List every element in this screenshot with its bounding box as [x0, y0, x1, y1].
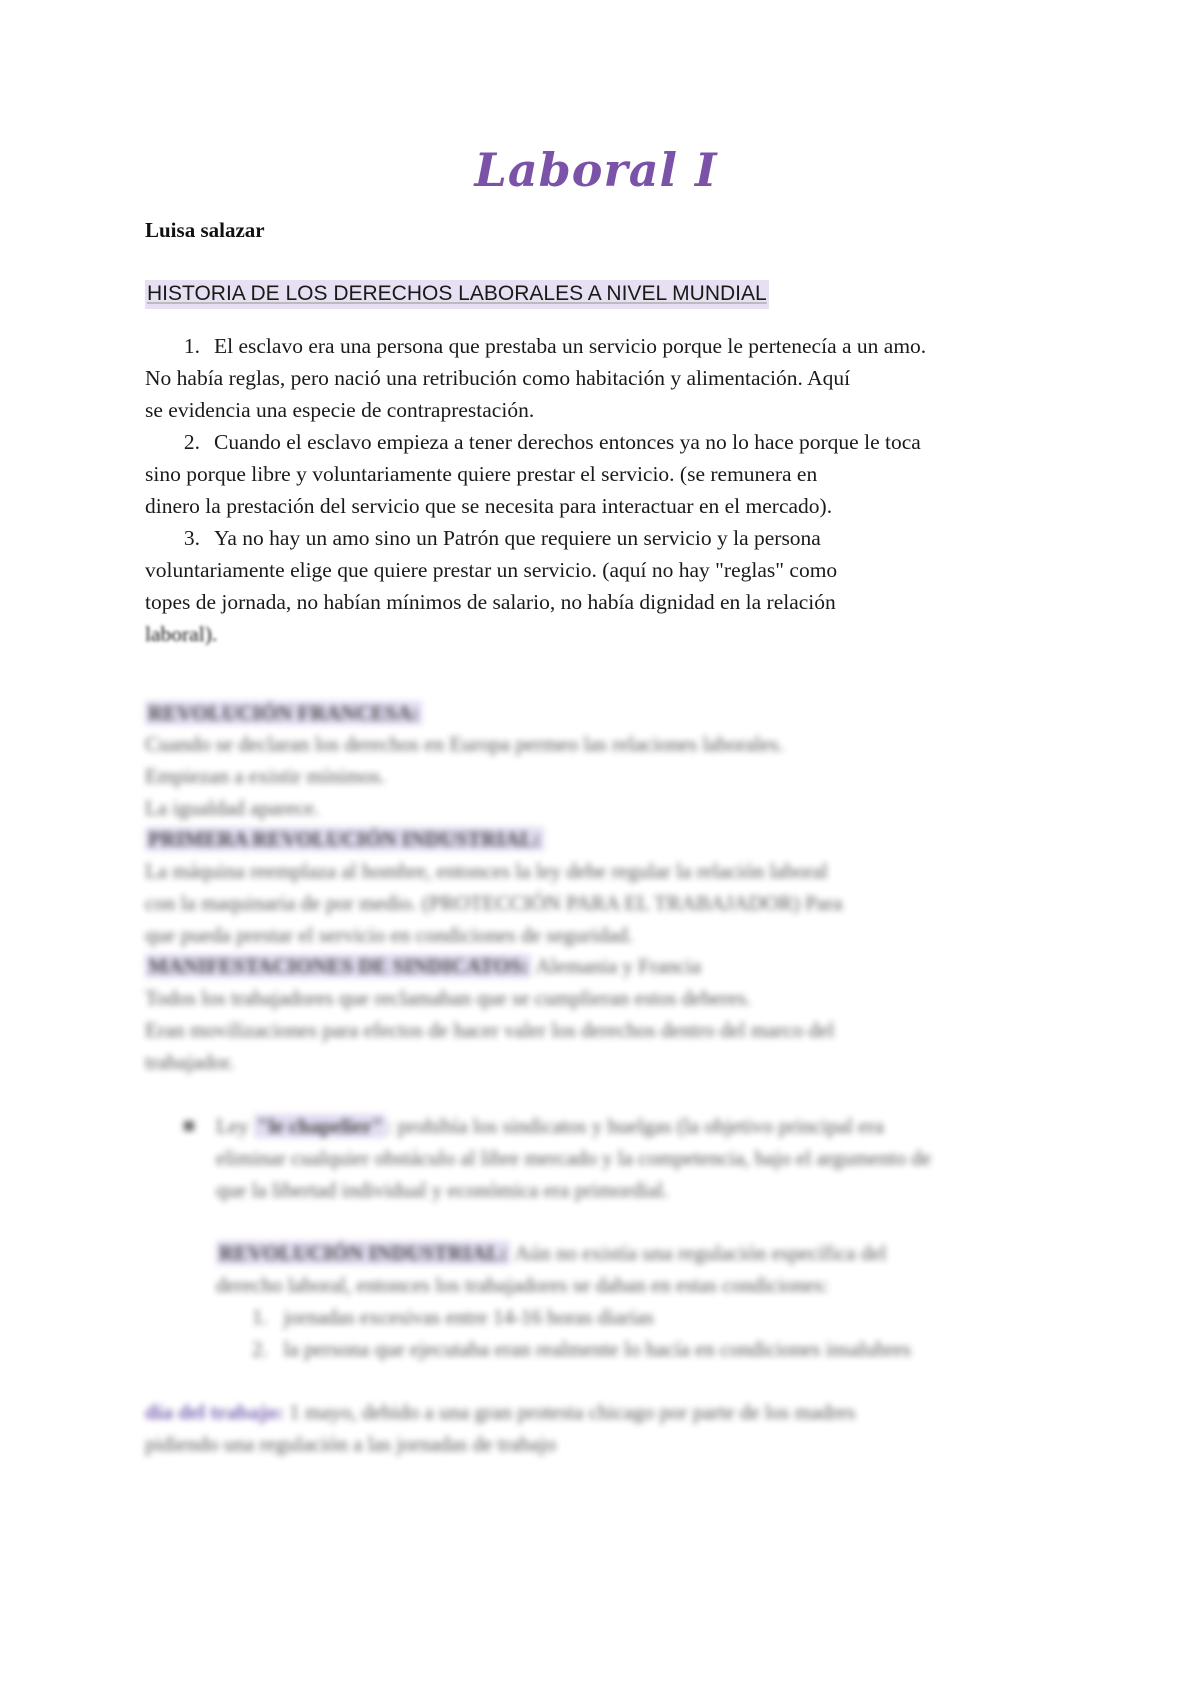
list-item-text: laboral). [145, 622, 218, 646]
paragraph-text: : prohibía los sindicatos y huelgas (la objetivo principal era [386, 1114, 884, 1138]
list-item-text: se evidencia una especie de contraprestación. [145, 398, 535, 422]
list-item-text: la persona que ejecutaba eran realmente lo hacía en condiciones insalubres [283, 1337, 911, 1361]
dia-del-trabajo-label: día del trabajo: [145, 1400, 284, 1424]
paragraph-line: con la maquinaria de por medio. (PROTECCIÓN PARA EL TRABAJADOR) Para [145, 891, 843, 915]
bullet-square-icon [184, 1121, 194, 1131]
paragraph-line: La igualdad aparece. [145, 796, 320, 820]
paragraph-line: Empiezan a existir mínimos. [145, 764, 386, 788]
paragraph-text: Alemania y Francia [535, 954, 702, 978]
heading-manifestaciones: MANIFESTACIONES DE SINDICATOS: [145, 954, 531, 978]
list-item-text: Cuando el esclavo empieza a tener derechos entonces ya no lo hace porque le toca [214, 430, 921, 454]
paragraph-line: que pueda prestar el servicio en condiciones de seguridad. [145, 923, 634, 947]
author-name: Luisa salazar [145, 218, 265, 242]
list-item-number: 1. [183, 334, 200, 358]
paragraph-line: trabajador. [145, 1050, 235, 1074]
law-name: "le chapelier" [254, 1114, 387, 1138]
list-item-number: 2. [252, 1337, 268, 1361]
section-heading: HISTORIA DE LOS DERECHOS LABORALES A NIVEL MUNDIAL [145, 280, 769, 309]
list-item-number: 2. [183, 430, 200, 454]
list-item-text: topes de jornada, no habían mínimos de salario, no había dignidad en la relación [145, 590, 836, 614]
list-item-number: 1. [252, 1305, 268, 1329]
paragraph-text: 1 mayo, debido a una gran protesta chicago por parte de los madres [289, 1400, 856, 1424]
list-item-text: El esclavo era una persona que prestaba un servicio porque le pertenecía a un amo. [214, 334, 927, 358]
paragraph-line: que la libertad individual y económica era primordial. [216, 1178, 669, 1202]
paragraph-line: La máquina reemplaza al hombre, entonces la ley debe regular la relación laboral [145, 859, 828, 883]
list-item-number: 3. [183, 526, 200, 550]
list-item-text: dinero la prestación del servicio que se necesita para interactuar en el mercado). [145, 494, 833, 518]
paragraph-line: Cuando se declaran los derechos en Europa permeo las relaciones laborales. [145, 732, 784, 756]
list-item-text: Ya no hay un amo sino un Patrón que requiere un servicio y la persona [214, 526, 821, 550]
paragraph-line: Todos los trabajadores que reclamaban que se cumplieran estos deberes. [145, 986, 752, 1010]
list-item-text: voluntariamente elige que quiere prestar un servicio. (aquí no hay "reglas" como [145, 558, 838, 582]
paragraph-line: pidiendo una regulación a las jornadas de trabajo [145, 1432, 557, 1456]
document-title: Laboral I [474, 143, 718, 197]
paragraph-line: Eran movilizaciones para efectos de hacer valer los derechos dentro del marco del [145, 1018, 835, 1042]
list-item-text: No había reglas, pero nació una retribución como habitación y alimentación. Aquí [145, 366, 851, 390]
list-item-text: jornadas excesivas entre 14-16 horas diarias [283, 1305, 654, 1329]
list-item-text: sino porque libre y voluntariamente quiere prestar el servicio. (se remunera en [145, 462, 818, 486]
heading-revolucion-francesa: REVOLUCIÓN FRANCESA: [145, 701, 422, 725]
heading-primera-revolucion: PRIMERA REVOLUCIÓN INDUSTRIAL: [145, 827, 544, 851]
paragraph-line: derecho laboral, entonces los trabajadores se daban en estas condiciones: [216, 1273, 829, 1297]
paragraph-text: Ley [216, 1114, 249, 1138]
paragraph-line: eliminar cualquier obstáculo al libre mercado y la competencia, bajo el argumento de [216, 1146, 932, 1170]
paragraph-text: Aún no existía una regulación específica del [514, 1241, 887, 1265]
heading-revolucion-industrial: REVOLUCIÓN INDUSTRIAL: [216, 1241, 510, 1265]
